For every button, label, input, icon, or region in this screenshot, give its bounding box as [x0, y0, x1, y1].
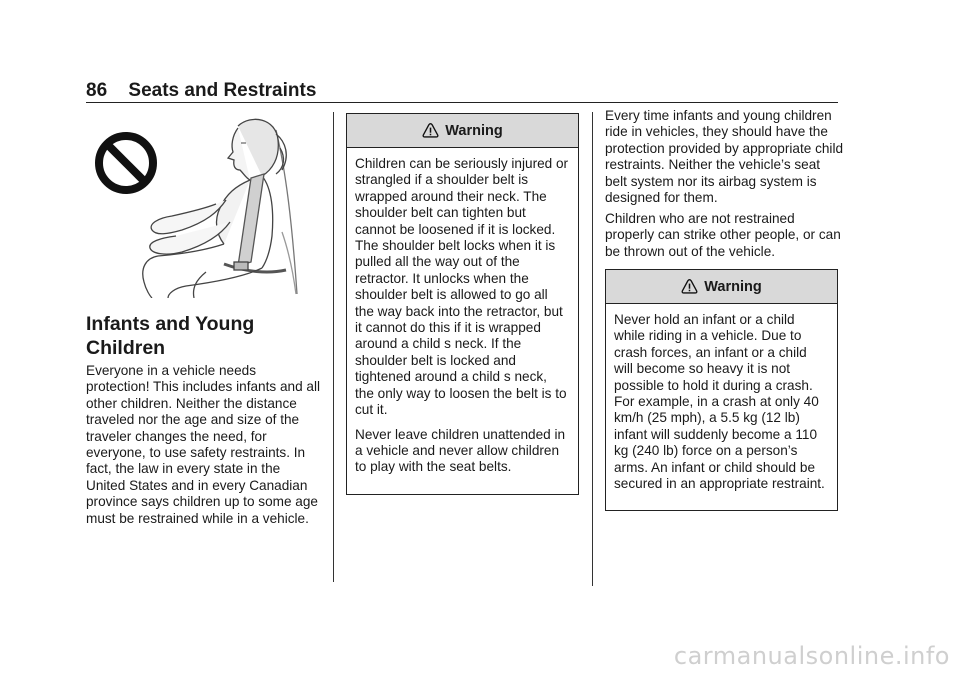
section-heading-line1: Infants and Young — [86, 313, 255, 335]
warning-label: Warning — [445, 122, 503, 139]
child-figure-icon — [143, 119, 297, 298]
warning-label: Warning — [704, 278, 762, 295]
section-title-header: Seats and Restraints — [128, 80, 317, 101]
column-divider-left — [333, 112, 334, 582]
column-divider-right — [592, 112, 593, 586]
warning-paragraph: Never leave children unattended in a vehicle and never allow children to play with the seat belts. — [355, 426, 566, 475]
section-heading-line2: Children — [86, 337, 166, 359]
child-belt-illustration — [86, 112, 302, 298]
restraint-paragraph: Every time infants and young children ride in vehicles, they should have the protection provided by appropriate child restraints. Neither the vehicle’s seat belt system nor its airbag system is designed for them. — [605, 108, 844, 206]
warning-header — [347, 114, 578, 148]
warning-paragraph: Children can be seriously injured or strangled if a shoulder belt is wrapped around their neck. The shoulder belt can tighten but cannot be loosened if it is locked. The shoulder belt locks when it is pulled all the way out of the retractor. It unlocks when the shoulder belt is allowed to go all the way back into the retractor, but it cannot do this if it is wrapped around a child s neck. If the shoulder belt is locked and tightened around a child s neck, the only way to loosen the belt is to cut it. — [355, 156, 569, 418]
warning-paragraph: Never hold an infant or a child while riding in a vehicle. Due to crash forces, an infant or a child will become so heavy it is not possible to hold it during a crash. For example, in a crash at only 40 km/h (25 mph), a 5.5 kg (12 lb) infant will suddenly become a 110 kg (240 lb) force on a person’s arms. An infant or child should be secured in an appropriate restraint. — [614, 312, 825, 492]
page-header — [86, 80, 316, 102]
no-symbol-icon — [99, 136, 153, 190]
warning-triangle-icon — [422, 122, 439, 139]
page-number: 86 — [86, 80, 108, 101]
warning-header — [606, 270, 837, 304]
section-heading — [86, 312, 326, 360]
header-rule — [86, 102, 838, 103]
warning-body — [606, 304, 837, 500]
infants-paragraph: Everyone in a vehicle needs protection! This includes infants and all other children. Neither the distance traveled nor the age and size of the traveler changes the need, for everyone, to use safety restraints. In fact, the law in every state in the United States and in every Canadian province says children up to some age must be restrained while in a vehicle. — [86, 363, 321, 526]
warning-triangle-icon — [681, 278, 698, 295]
warning-box-infant — [605, 269, 838, 511]
warning-box-belt — [346, 113, 579, 495]
unrestrained-paragraph: Children who are not restrained properly can strike other people, or can be thrown out of the vehicle. — [605, 211, 841, 259]
warning-body — [347, 148, 578, 484]
watermark: carmanualsonline.info — [673, 642, 950, 670]
